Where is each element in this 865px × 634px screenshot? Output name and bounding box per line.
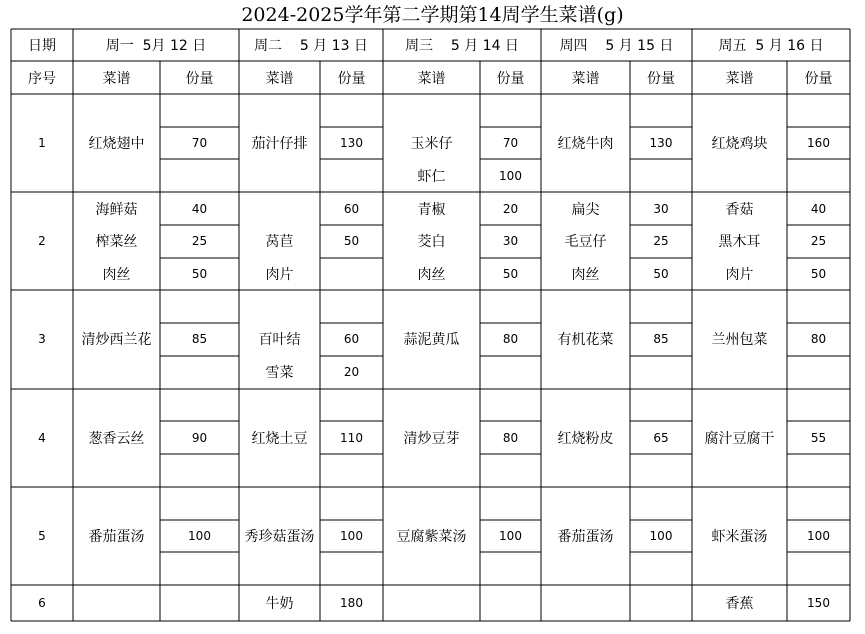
- dish-name: 毛豆仔: [564, 234, 607, 251]
- qty-column-header: 份量: [804, 70, 833, 87]
- dish-quantity: 100: [649, 528, 673, 543]
- page-title: 2024-2025学年第二学期第14周学生菜谱(g): [241, 4, 624, 26]
- dish-quantity: 70: [191, 136, 208, 151]
- dish-name: 香菇: [725, 201, 754, 218]
- dish-quantity: 40: [191, 201, 208, 216]
- dish-name: 红烧土豆: [251, 430, 308, 447]
- dish-quantity: 30: [653, 201, 669, 216]
- dish-name: 清炒西兰花: [81, 332, 152, 349]
- dish-quantity: 100: [188, 528, 211, 543]
- qty-column-header: 份量: [185, 70, 214, 87]
- row-index: 4: [38, 430, 46, 445]
- dish-name: 青椒: [417, 201, 446, 218]
- day-header: 周五 5 月 16 日: [718, 38, 824, 54]
- dish-quantity: 100: [499, 168, 522, 183]
- dish-name: 百叶结: [258, 332, 301, 349]
- date-header: 日期: [28, 38, 56, 54]
- dish-column-header: 菜谱: [265, 70, 294, 87]
- dish-quantity: 70: [502, 136, 519, 151]
- dish-quantity: 25: [810, 234, 827, 249]
- dish-name: 蒜泥黄瓜: [403, 332, 460, 349]
- dish-column-header: 菜谱: [725, 70, 754, 87]
- dish-name: 玉米仔: [410, 136, 453, 153]
- day-header: 周四 5 月 15 日: [559, 38, 674, 54]
- dish-name: 牛奶: [265, 596, 294, 612]
- dish-quantity: 60: [343, 332, 360, 347]
- dish-name: 兰州包菜: [711, 332, 768, 349]
- dish-quantity: 60: [343, 201, 360, 216]
- index-header: 序号: [28, 70, 56, 87]
- dish-quantity: 55: [810, 430, 827, 445]
- dish-name: 红烧牛肉: [557, 136, 614, 153]
- dish-name: 秀珍菇蛋汤: [244, 528, 315, 545]
- dish-quantity: 25: [191, 234, 208, 249]
- row-index: 6: [38, 596, 46, 610]
- dish-name: 肉丝: [417, 267, 446, 284]
- dish-name: 虾米蛋汤: [711, 528, 768, 545]
- dish-quantity: 160: [807, 136, 830, 151]
- day-header: 周一 5月 12 日: [105, 38, 207, 54]
- dish-quantity: 130: [649, 136, 673, 151]
- dish-quantity: 30: [502, 234, 519, 249]
- dish-name: 清炒豆芽: [403, 430, 460, 447]
- dish-name: 莴苣: [265, 234, 294, 251]
- dish-name: 葱香云丝: [88, 430, 145, 447]
- row-index: 2: [38, 234, 46, 249]
- dish-quantity: 20: [502, 201, 519, 216]
- row-index: 5: [38, 528, 46, 543]
- dish-name: 红烧鸡块: [711, 136, 768, 153]
- dish-quantity: 100: [807, 528, 830, 543]
- dish-name: 茄汁仔排: [251, 136, 308, 153]
- dish-quantity: 100: [340, 528, 363, 543]
- dish-quantity: 80: [502, 430, 519, 445]
- dish-name: 海鲜菇: [95, 201, 138, 218]
- dish-column-header: 菜谱: [571, 70, 600, 87]
- dish-quantity: 50: [653, 267, 669, 282]
- qty-column-header: 份量: [647, 70, 675, 87]
- day-header: 周三 5 月 14 日: [405, 38, 519, 54]
- dish-quantity: 85: [191, 332, 208, 347]
- dish-quantity: 90: [191, 430, 208, 445]
- dish-name: 有机花菜: [557, 332, 614, 349]
- dish-name: 红烧翅中: [88, 136, 145, 153]
- dish-quantity: 85: [653, 332, 669, 347]
- dish-name: 榨菜丝: [95, 234, 138, 251]
- dish-quantity: 80: [502, 332, 519, 347]
- dish-name: 扁尖: [571, 201, 600, 218]
- dish-column-header: 菜谱: [417, 70, 446, 87]
- dish-name: 豆腐紫菜汤: [396, 528, 467, 545]
- dish-quantity: 40: [810, 201, 827, 216]
- dish-name: 红烧粉皮: [557, 430, 614, 447]
- dish-quantity: 50: [502, 267, 519, 282]
- dish-quantity: 50: [343, 234, 360, 249]
- dish-quantity: 50: [191, 267, 208, 282]
- dish-column-header: 菜谱: [102, 70, 131, 87]
- dish-quantity: 25: [653, 234, 669, 249]
- dish-quantity: 130: [340, 136, 363, 151]
- dish-quantity: 65: [653, 430, 669, 445]
- dish-quantity: 50: [810, 267, 827, 282]
- qty-column-header: 份量: [496, 70, 525, 87]
- dish-quantity: 100: [499, 528, 522, 543]
- dish-name: 茭白: [417, 234, 446, 251]
- dish-quantity: 80: [810, 332, 827, 347]
- dish-quantity: 150: [807, 596, 830, 610]
- qty-column-header: 份量: [337, 70, 366, 87]
- dish-name: 香蕉: [725, 596, 754, 612]
- dish-name: 腐汁豆腐干: [704, 430, 775, 447]
- dish-name: 肉丝: [571, 267, 600, 284]
- dish-name: 番茄蛋汤: [88, 528, 145, 545]
- dish-name: 肉片: [725, 267, 754, 284]
- dish-quantity: 110: [340, 430, 363, 445]
- dish-name: 肉丝: [102, 267, 131, 284]
- row-index: 1: [38, 136, 46, 151]
- dish-name: 黑木耳: [718, 234, 761, 251]
- dish-name: 肉片: [265, 267, 294, 284]
- row-index: 3: [38, 332, 46, 347]
- dish-quantity: 180: [340, 596, 363, 610]
- dish-name: 雪菜: [265, 365, 294, 382]
- dish-name: 番茄蛋汤: [557, 528, 614, 545]
- day-header: 周二 5 月 13 日: [254, 38, 368, 54]
- dish-quantity: 20: [343, 365, 360, 380]
- dish-name: 虾仁: [417, 168, 446, 185]
